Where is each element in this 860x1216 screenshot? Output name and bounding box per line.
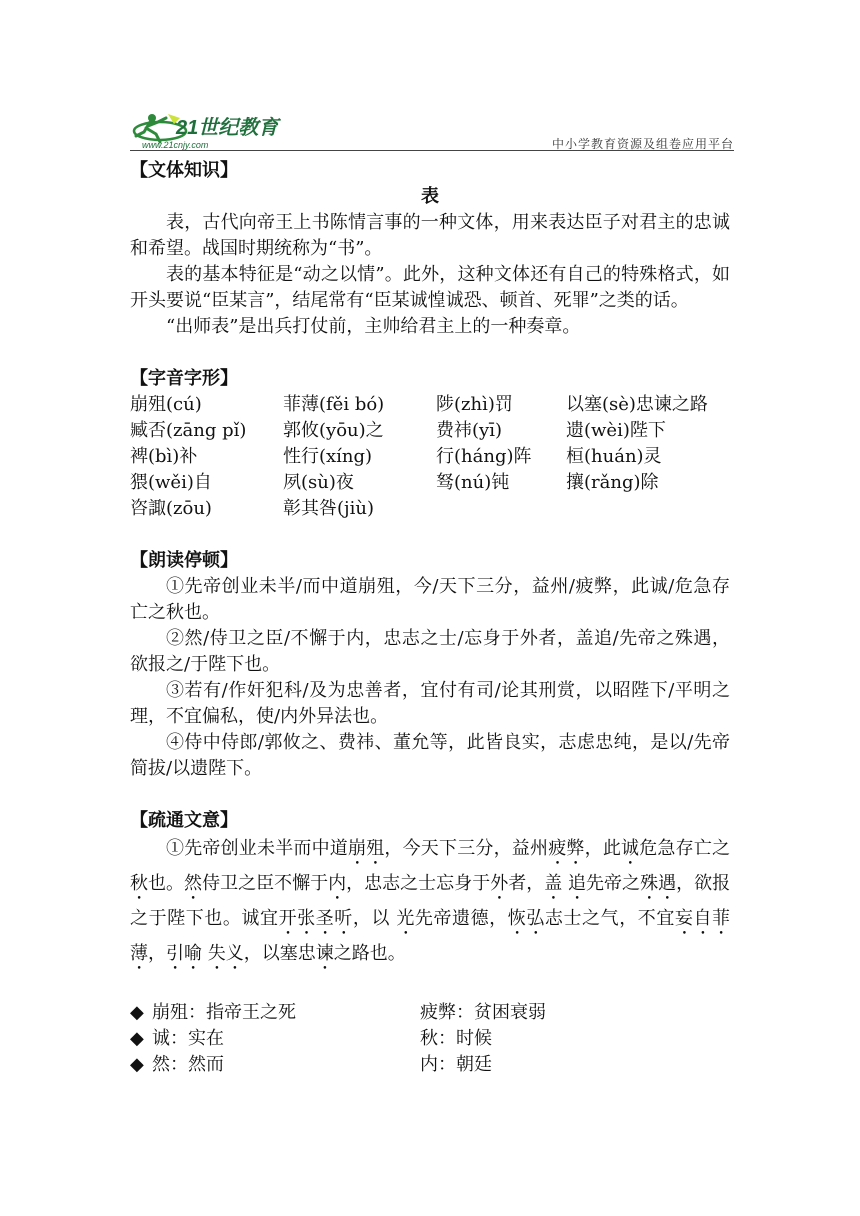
text-segment: ，欲报之于陛下也。诚宜 xyxy=(130,873,731,929)
emphasized-word: 追 xyxy=(568,873,587,894)
pronunciation-item: 费祎(yī) xyxy=(436,420,502,441)
notes-grid xyxy=(130,1000,730,1078)
diamond-bullet-icon: ◆ xyxy=(130,1028,144,1049)
emphasized-word: 光 xyxy=(396,908,415,929)
emphasized-word: 恢弘 xyxy=(507,908,545,929)
pronunciation-item: 攘(rǎng)除 xyxy=(566,472,659,493)
text-segment: 也。 xyxy=(148,873,185,894)
pronunciation-item: 以塞(sè)忠谏之路 xyxy=(566,394,708,415)
emphasized-word: 引喻 xyxy=(166,943,202,964)
pronunciation-item: 性行(xíng) xyxy=(283,446,373,467)
pause-paragraph: ①先帝创业未半/而中道崩殂，今/天下三分，益州/疲弊，此诚/危急存亡之秋也。 xyxy=(130,576,730,623)
genre-paragraph-1: 表，古代向帝王上书陈情言事的一种文体，用来表达臣子对君主的忠诚和希望。战国时期统称为“书”。 xyxy=(130,212,730,259)
text-segment: ，今天下三分，益州 xyxy=(384,838,549,859)
text-segment: 先帝之 xyxy=(586,873,641,894)
pronunciation-item: 猥(wěi)自 xyxy=(130,472,212,493)
emphasized-word: 然 xyxy=(184,873,203,894)
21cnjy-logo xyxy=(130,110,300,150)
pronunciation-item: 崩殂(cú) xyxy=(130,394,202,415)
pause-list xyxy=(130,574,730,782)
emphasized-word: 外 xyxy=(490,873,509,894)
pronunciation-item: 陟(zhì)罚 xyxy=(436,394,513,415)
pronunciation-heading: 【字音字形】 xyxy=(130,368,238,389)
note-item xyxy=(130,1000,420,1026)
page-header xyxy=(130,110,734,152)
pronunciation-item: 咨諏(zōu) xyxy=(130,498,212,519)
text-segment: ，此 xyxy=(584,838,622,859)
text-segment: ，以塞忠 xyxy=(243,943,316,964)
note-text: 秋：时候 xyxy=(420,1028,492,1049)
emphasized-word: 殊遇 xyxy=(640,873,677,894)
note-item xyxy=(420,1026,720,1052)
text-segment: 者， xyxy=(508,873,545,894)
emphasized-word: 盖 xyxy=(544,873,563,894)
pronunciation-item: 彰其咎(jiù) xyxy=(283,498,374,519)
pause-paragraph: ④侍中侍郎/郭攸之、费祎、董允等，此皆良实，志虑忠纯，是以/先帝简拔/以遗陛下。 xyxy=(130,732,730,779)
pronunciation-item: 夙(sù)夜 xyxy=(283,472,354,493)
text-segment: ， xyxy=(148,943,166,964)
emphasized-word: 妄自菲薄 xyxy=(130,908,731,964)
pronunciation-item: 桓(huán)灵 xyxy=(566,446,662,467)
pronunciation-item: 臧否(zāng pǐ) xyxy=(130,420,247,441)
text-segment: 之路也。 xyxy=(333,943,406,964)
emphasized-word: 内 xyxy=(328,873,347,894)
pronunciation-item: 遗(wèi)陛下 xyxy=(566,420,666,441)
emphasized-word: 秋 xyxy=(130,873,149,894)
note-text: 内：朝廷 xyxy=(420,1054,492,1075)
emphasized-word: 失义 xyxy=(207,943,244,964)
text-segment: 先帝遗德， xyxy=(414,908,508,929)
diamond-bullet-icon: ◆ xyxy=(130,1054,144,1075)
pronunciation-item: 菲薄(fěi bó) xyxy=(283,394,385,415)
text-segment: 侍卫之臣不懈于 xyxy=(202,873,329,894)
translation-heading: 【疏通文意】 xyxy=(130,810,238,831)
pronunciation-item: 裨(bì)补 xyxy=(130,446,198,467)
pronunciation-item: 行(háng)阵 xyxy=(436,446,532,467)
note-text: 疲弊：贫困衰弱 xyxy=(420,1002,546,1023)
note-text: 然：然而 xyxy=(152,1054,224,1075)
note-item xyxy=(420,1052,720,1078)
genre-heading: 【文体知识】 xyxy=(130,160,238,181)
note-item xyxy=(420,1000,720,1026)
note-item xyxy=(130,1026,420,1052)
emphasized-word: 开张圣听 xyxy=(278,908,353,929)
genre-title: 表 xyxy=(421,186,439,207)
text-segment: ，以 xyxy=(352,908,397,929)
note-item xyxy=(130,1052,420,1078)
text-segment: ，忠志之士忘身于 xyxy=(346,873,491,894)
translation-paragraph xyxy=(130,834,730,974)
emphasized-word: 诚 xyxy=(621,838,640,859)
header-divider xyxy=(130,150,734,151)
pause-paragraph: ③若有/作奸犯科/及为忠善者，宜付有司/论其刑赏，以昭陛下/平明之理，不宜偏私，使/内外异法也。 xyxy=(130,680,730,727)
pause-paragraph: ②然/侍卫之臣/不懈于内，忠志之士/忘身于外者，盖追/先帝之殊遇，欲报之/于陛下也。 xyxy=(130,628,730,675)
text-segment: ①先帝创业未半而中道 xyxy=(166,838,348,859)
logo-url-text: www.21cnjy.com xyxy=(142,140,209,150)
pause-heading: 【朗读停顿】 xyxy=(130,550,238,571)
pronunciation-item: 驽(nú)钝 xyxy=(436,472,510,493)
document-body xyxy=(130,158,730,1078)
text-segment: 危急存亡之 xyxy=(639,838,731,859)
text-segment: 志士之气，不宜 xyxy=(544,908,675,929)
note-text: 崩殂：指帝王之死 xyxy=(152,1002,296,1023)
pronunciation-grid xyxy=(130,392,730,522)
diamond-bullet-icon: ◆ xyxy=(130,1002,144,1023)
emphasized-word: 谏 xyxy=(315,943,334,964)
pronunciation-item: 郭攸(yōu)之 xyxy=(283,420,384,441)
emphasized-word: 崩殂 xyxy=(348,838,385,859)
note-text: 诚：实在 xyxy=(152,1028,224,1049)
genre-paragraph-3: “出师表”是出兵打仗前，主帅给君主上的一种奏章。 xyxy=(166,316,581,337)
genre-paragraph-2: 表的基本特征是“动之以情”。此外，这种文体还有自己的特殊格式，如开头要说“臣某言”，结尾常有“臣某诚惶诚恐、顿首、死罪”之类的话。 xyxy=(130,264,730,311)
logo-main-text: 21世纪教育 xyxy=(176,117,279,139)
emphasized-word: 疲弊 xyxy=(548,838,585,859)
platform-name: 中小学教育资源及组卷应用平台 xyxy=(551,137,734,151)
